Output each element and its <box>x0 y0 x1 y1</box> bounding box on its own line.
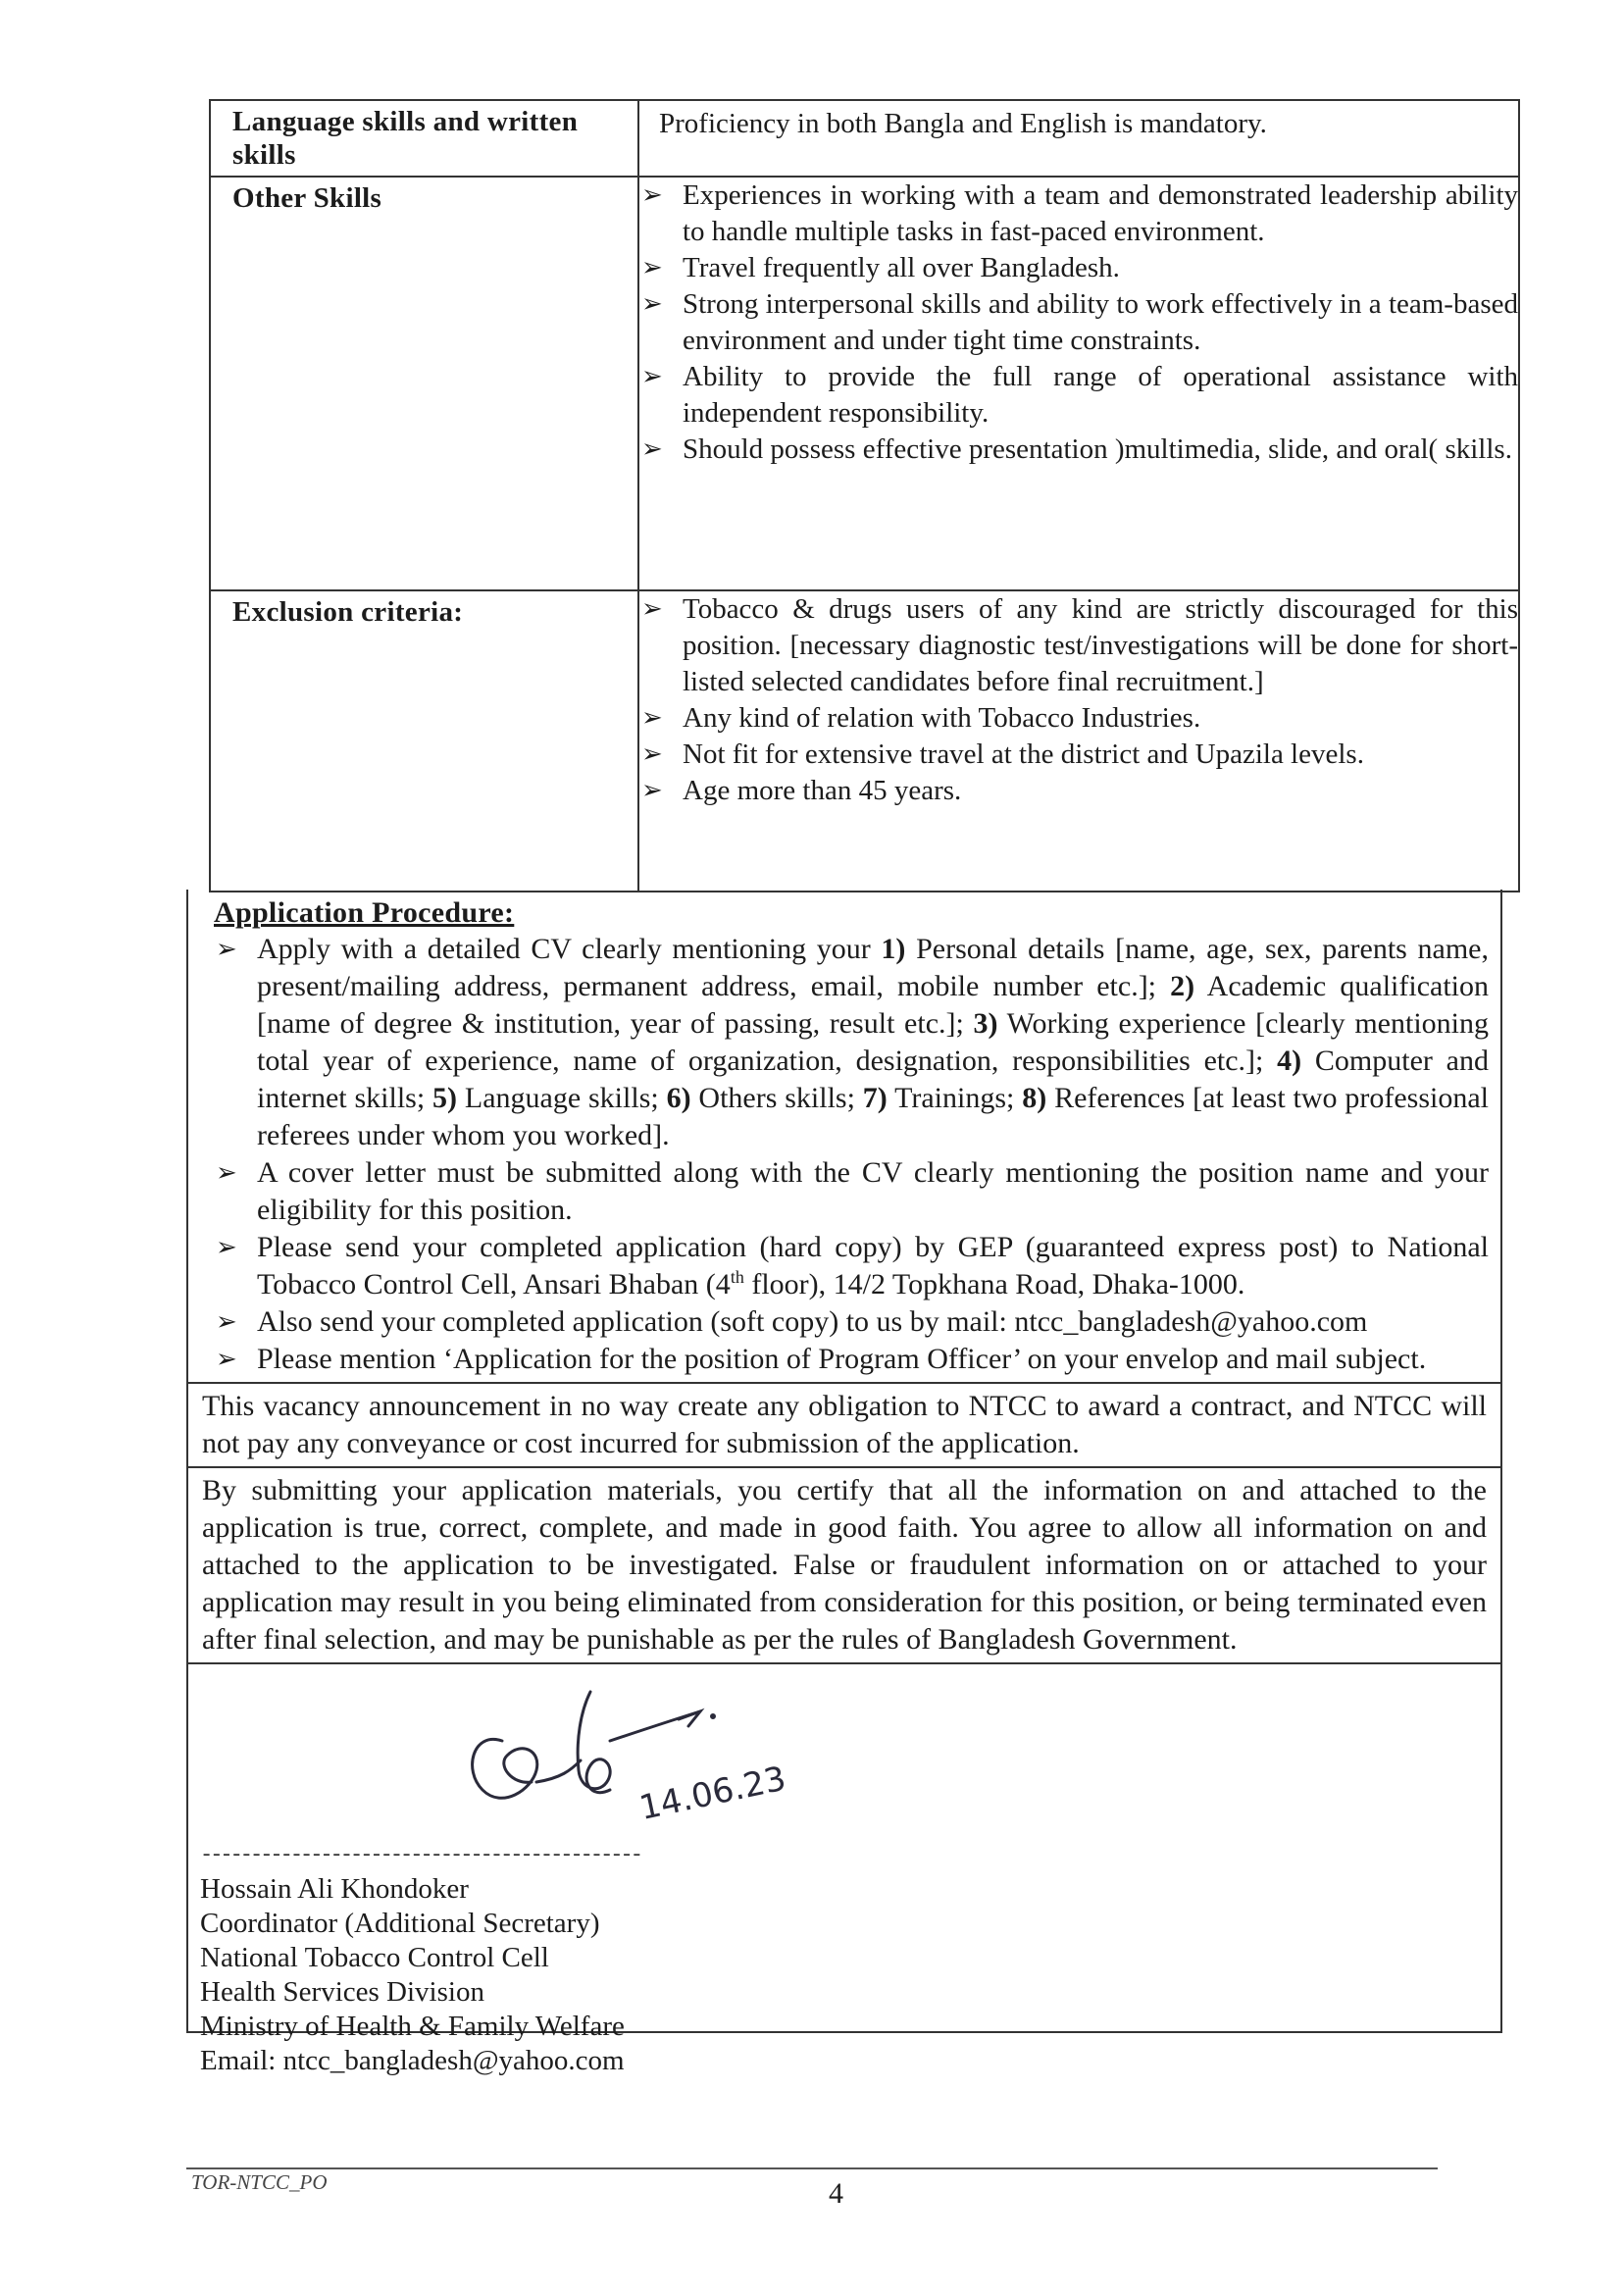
list-item: ➢ Please send your completed application (hard copy) by GEP (guaranteed express post) to National Tobacco Control Cell, Ansari Bhaban (4th floor), 14/2 Topkhana Road, Dhaka-1000. <box>216 1231 1489 1300</box>
footer-divider <box>186 2167 1438 2169</box>
list-item: ➢ Also send your completed application (soft copy) to us by mail: ntcc_bangladesh@yahoo.com <box>214 1303 1489 1341</box>
signature-date: 14.06.23 <box>635 1759 789 1829</box>
arrow-bullet-icon: ➢ <box>641 362 663 391</box>
list-item: ➢ Ability to provide the full range of operational assistance with independent responsibility. <box>641 361 1518 429</box>
arrow-bullet-icon: ➢ <box>216 1233 237 1262</box>
application-procedure-section <box>188 890 1500 1384</box>
arrow-bullet-icon: ➢ <box>641 434 663 464</box>
arrow-bullet-icon: ➢ <box>641 289 663 319</box>
signatory-block <box>200 1872 625 2078</box>
exclusion-criteria-row <box>210 590 1519 892</box>
arrow-bullet-icon: ➢ <box>216 1158 237 1188</box>
arrow-bullet-icon: ➢ <box>216 1307 237 1337</box>
list-item: ➢ Experiences in working with a team and demonstrated leadership ability to handle multiple tasks in fast-paced environment. <box>641 179 1518 247</box>
signatory-email: Email: ntcc_bangladesh@yahoo.com <box>200 2045 625 2076</box>
handwritten-signature <box>443 1672 836 1829</box>
arrow-bullet-icon: ➢ <box>641 776 663 805</box>
list-item: ➢ Any kind of relation with Tobacco Industries. <box>639 700 1518 737</box>
disclaimer-section: This vacancy announcement in no way create any obligation to NTCC to award a contract, and NTCC will not pay any conveyance or cost incurred for submission of the application. <box>188 1384 1500 1468</box>
signature-section <box>188 1664 1500 2076</box>
list-item: ➢ A cover letter must be submitted along with the CV clearly mentioning the position name and your eligibility for this position. <box>216 1156 1489 1226</box>
language-skills-label: Language skills and written skills <box>232 106 579 171</box>
arrow-bullet-icon: ➢ <box>216 1345 237 1374</box>
page-number: 4 <box>829 2177 843 2210</box>
signatory-division: Health Services Division <box>200 1976 484 2008</box>
requirements-table <box>209 99 1520 892</box>
signatory-title: Coordinator (Additional Secretary) <box>200 1908 600 1939</box>
other-skills-row <box>210 177 1519 590</box>
list-item: ➢ Please mention ‘Application for the position of Program Officer’ on your envelop and mail subject. <box>214 1341 1489 1378</box>
language-skills-row <box>210 100 1519 177</box>
application-procedure-list <box>214 931 1489 1378</box>
other-skills-label: Other Skills <box>232 182 382 214</box>
signature-line: -------------------------------------------- <box>200 1843 640 1867</box>
arrow-bullet-icon: ➢ <box>641 253 663 282</box>
list-item: ➢ Apply with a detailed CV clearly mentioning your 1) Personal details [name, age, sex, parents name, present/mailing address, permanent address, email, mobile number etc.]; 2) Academic qualification [name of degree & institution, year of passing, result etc.]; 3) Working experience [clearly mentioning total year of experience, name of organization, designation, responsibilities etc.]; 4) Computer and internet skills; 5) Language skills; 6) Others skills; 7) Trainings; 8) References [at least two professional referees under whom you worked]. <box>216 933 1489 1151</box>
footer-reference: TOR-NTCC_PO <box>191 2170 328 2194</box>
language-skills-value: Proficiency in both Bangla and English is mandatory. <box>659 108 1267 139</box>
arrow-bullet-icon: ➢ <box>216 935 237 964</box>
application-procedure-heading: Application Procedure: <box>214 896 515 929</box>
other-skills-list <box>639 178 1518 468</box>
list-item: ➢ Should possess effective presentation )multimedia, slide, and oral( skills. <box>639 432 1518 468</box>
signatory-org: National Tobacco Control Cell <box>200 1942 549 1973</box>
list-item: ➢ Age more than 45 years. <box>639 773 1518 809</box>
application-box <box>186 890 1502 2076</box>
certification-section: By submitting your application materials, you certify that all the information on and attached to the application is true, correct, complete, and made in good faith. You agree to allow all information on and attached to the application to be investigated. False or fraudulent information on or attached to your application may result in you being eliminated from consideration for this position, or being terminated even after final selection, and may be punishable as per the rules of Bangladesh Government. <box>188 1468 1500 1664</box>
arrow-bullet-icon: ➢ <box>641 739 663 769</box>
signatory-ministry: Ministry of Health & Family Welfare <box>200 2011 625 2042</box>
exclusion-criteria-label: Exclusion criteria: <box>232 596 464 628</box>
signatory-name: Hossain Ali Khondoker <box>200 1873 469 1905</box>
arrow-bullet-icon: ➢ <box>641 703 663 733</box>
exclusion-criteria-list <box>639 591 1518 809</box>
arrow-bullet-icon: ➢ <box>641 594 663 624</box>
list-item: ➢ Strong interpersonal skills and ability to work effectively in a team-based environment and under tight time constraints. <box>641 288 1518 356</box>
list-item: ➢ Not fit for extensive travel at the district and Upazila levels. <box>639 737 1518 773</box>
arrow-bullet-icon: ➢ <box>641 180 663 210</box>
list-item: ➢ Tobacco & drugs users of any kind are strictly discouraged for this position. [necessary diagnostic test/investigations will be done for short-listed selected candidates before final recruitment.] <box>641 593 1518 697</box>
list-item: ➢ Travel frequently all over Bangladesh. <box>639 250 1518 286</box>
